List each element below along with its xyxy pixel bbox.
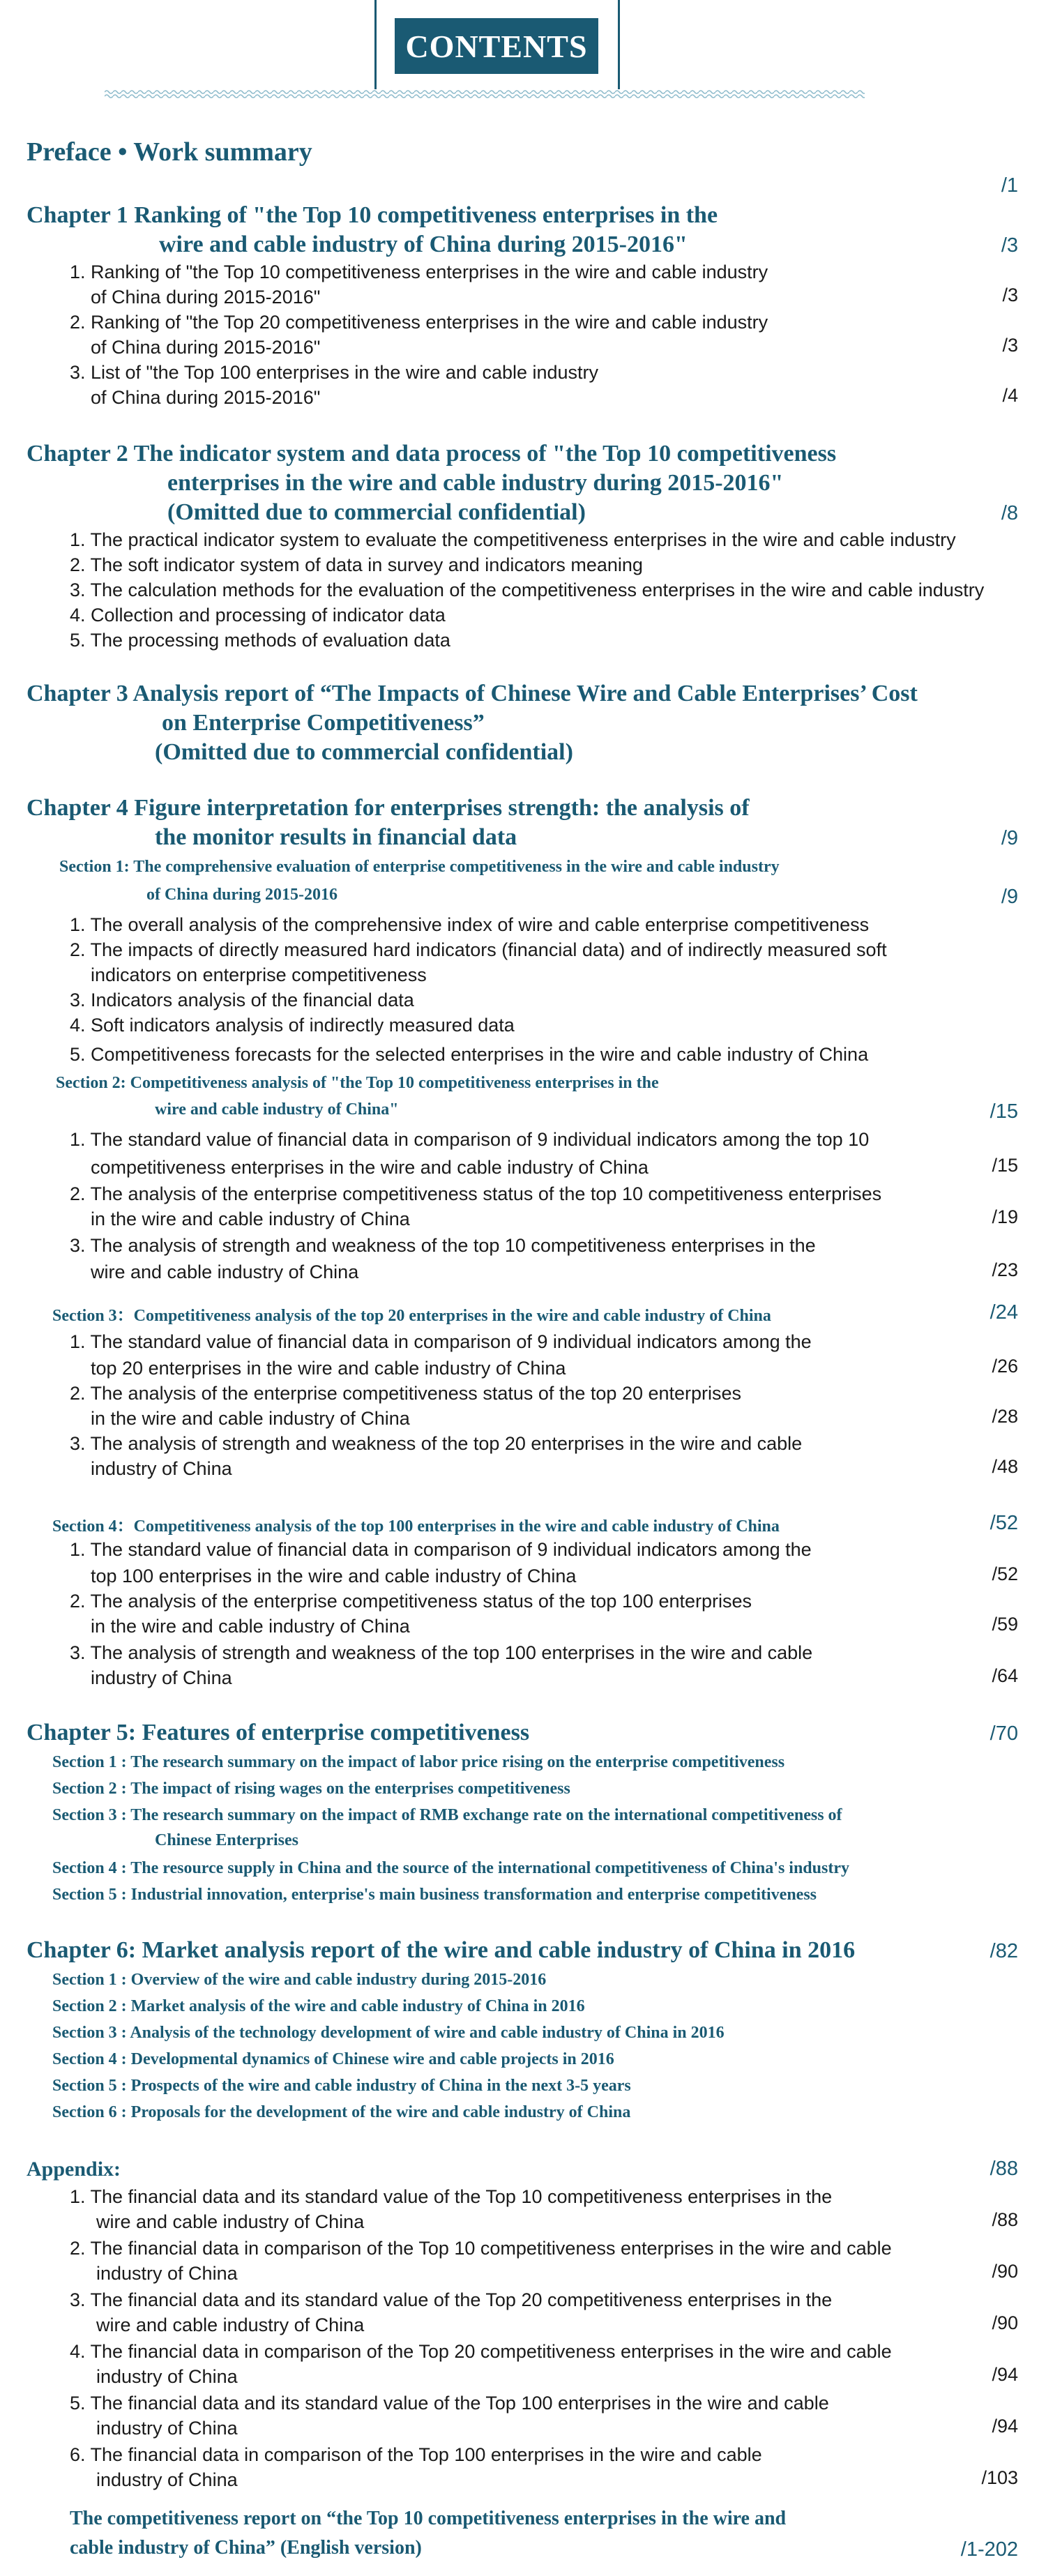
section-3-page: /24: [990, 1301, 1018, 1324]
chapter-2-title-line-3: (Omitted due to commercial confidential): [167, 499, 586, 525]
ch5-section-1: Section 1 : The research summary on the impact of labor price rising on the enterprise competitiveness: [52, 1753, 785, 1771]
item-page: /28: [992, 1406, 1018, 1427]
list-item: 1. The standard value of financial data in comparison of 9 individual indicators among the: [70, 1539, 812, 1560]
list-item: in the wire and cable industry of China: [91, 1408, 410, 1429]
item-page: /94: [992, 2416, 1018, 2437]
ch5-section-5: Section 5 : Industrial innovation, enterprise's main business transformation and enterprise competitiveness: [52, 1886, 817, 1904]
list-item: 6. The financial data in comparison of the Top 100 enterprises in the wire and cable: [70, 2444, 762, 2465]
ch6-section-4: Section 4 : Developmental dynamics of Chinese wire and cable projects in 2016: [52, 2050, 614, 2068]
ch6-section-3: Section 3 : Analysis of the technology development of wire and cable industry of China in 2016: [52, 2024, 725, 2042]
list-item: 1. The overall analysis of the comprehensive index of wire and cable enterprise competitiveness: [70, 914, 870, 935]
list-item: 1. The standard value of financial data in comparison of 9 individual indicators among the top 10: [70, 1129, 870, 1150]
list-item: 3. The analysis of strength and weakness of the top 100 enterprises in the wire and cable: [70, 1642, 813, 1663]
chapter-1-title-line-2: wire and cable industry of China during 2015-2016": [159, 232, 688, 257]
item-page: /52: [992, 1563, 1018, 1584]
chapter-2-title-line-2: enterprises in the wire and cable industry during 2015-2016": [167, 470, 784, 496]
list-item: 5. The financial data and its standard value of the Top 100 enterprises in the wire and cable: [70, 2393, 829, 2414]
preface-page: /1: [1001, 174, 1018, 197]
list-item: 2. The impacts of directly measured hard indicators (financial data) and of indirectly measured soft: [70, 939, 887, 960]
ch5-section-4: Section 4 : The resource supply in China and the source of the international competitiveness of China's industry: [52, 1859, 849, 1877]
ch6-section-1: Section 1 : Overview of the wire and cable industry during 2015-2016: [52, 1971, 547, 1989]
list-item: 2. The soft indicator system of data in survey and indicators meaning: [70, 554, 643, 575]
list-item: 1. The financial data and its standard value of the Top 10 competitiveness enterprises in the: [70, 2186, 833, 2207]
item-page: /59: [992, 1614, 1018, 1635]
ch6-section-6: Section 6 : Proposals for the development of the wire and cable industry of China: [52, 2103, 631, 2121]
list-item: 4. Soft indicators analysis of indirectly measured data: [70, 1015, 515, 1036]
chapter-4-page: /9: [1001, 827, 1018, 849]
list-item: 2. The analysis of the enterprise competitiveness status of the top 100 enterprises: [70, 1591, 752, 1612]
item-page: /19: [992, 1206, 1018, 1227]
list-item: 2. The analysis of the enterprise competitiveness status of the top 20 enterprises: [70, 1383, 742, 1404]
item-page: /48: [992, 1456, 1018, 1477]
list-item: of China during 2015-2016": [91, 387, 321, 408]
list-item: industry of China: [91, 1667, 232, 1688]
list-item: 4. Collection and processing of indicator data: [70, 605, 446, 626]
list-item: 4. The financial data in comparison of the Top 20 competitiveness enterprises in the wire and cable: [70, 2341, 892, 2362]
list-item: top 100 enterprises in the wire and cable industry of China: [91, 1566, 577, 1586]
header-right-rule: [618, 0, 620, 89]
section-4-title: Section 4：Competitiveness analysis of the top 100 enterprises in the wire and cable industry of China: [52, 1517, 780, 1536]
list-item: 1. The standard value of financial data in comparison of 9 individual indicators among the: [70, 1331, 812, 1352]
list-item: 5. Competitiveness forecasts for the selected enterprises in the wire and cable industry of China: [70, 1044, 869, 1065]
list-item: indicators on enterprise competitiveness: [91, 964, 427, 985]
section-1-title-line-1: Section 1: The comprehensive evaluation of enterprise competitiveness in the wire and cable industry: [59, 858, 780, 876]
item-page: /94: [992, 2364, 1018, 2385]
item-page: /23: [992, 1259, 1018, 1280]
preface-heading: Preface • Work summary: [26, 137, 312, 167]
report-title-line-1: The competitiveness report on “the Top 10 competitiveness enterprises in the wire and: [70, 2508, 787, 2529]
item-page: /103: [981, 2467, 1018, 2488]
list-item: 1. The practical indicator system to evaluate the competitiveness enterprises in the wire and cable industry: [70, 529, 956, 550]
ch5-section-2: Section 2 : The impact of rising wages on the enterprises competitiveness: [52, 1780, 570, 1798]
chapter-4-title-line-2: the monitor results in financial data: [155, 824, 517, 850]
list-item: of China during 2015-2016": [91, 337, 321, 358]
report-page: /1-202: [960, 2538, 1018, 2561]
report-title-line-2: cable industry of China” (English version): [70, 2537, 422, 2559]
list-item: 3. The analysis of strength and weakness of the top 20 enterprises in the wire and cable: [70, 1433, 803, 1454]
list-item: 3. The financial data and its standard value of the Top 20 competitiveness enterprises in the: [70, 2289, 833, 2310]
decorative-wave-divider: [105, 89, 865, 99]
chapter-1-title-line-1: Chapter 1 Ranking of "the Top 10 competitiveness enterprises in the: [26, 202, 718, 228]
chapter-4-title-line-1: Chapter 4 Figure interpretation for enterprises strength: the analysis of: [26, 795, 750, 821]
chapter-3-title-line-2: on Enterprise Competitiveness”: [162, 710, 485, 736]
ch5-section-3: Section 3 : The research summary on the impact of RMB exchange rate on the international competitiveness of: [52, 1806, 842, 1824]
list-item: 3. List of "the Top 100 enterprises in the wire and cable industry: [70, 362, 599, 383]
item-page: /88: [992, 2209, 1018, 2230]
item-page: /26: [992, 1356, 1018, 1377]
list-item: wire and cable industry of China: [96, 2314, 365, 2335]
item-page: /15: [992, 1155, 1018, 1176]
list-item: 1. Ranking of "the Top 10 competitiveness enterprises in the wire and cable industry: [70, 262, 768, 282]
appendix-page: /88: [990, 2158, 1018, 2180]
header-left-rule: [374, 0, 377, 89]
list-item: of China during 2015-2016": [91, 287, 321, 308]
item-page: /90: [992, 2312, 1018, 2333]
section-4-page: /52: [990, 1512, 1018, 1534]
chapter-3-title-line-1: Chapter 3 Analysis report of “The Impacts of Chinese Wire and Cable Enterprises’ Cost: [26, 681, 918, 706]
item-page: /64: [992, 1665, 1018, 1686]
list-item: 2. The financial data in comparison of the Top 10 competitiveness enterprises in the wire and cable: [70, 2238, 892, 2259]
section-1-page: /9: [1001, 886, 1018, 908]
list-item: industry of China: [96, 2263, 238, 2284]
list-item: 3. The analysis of strength and weakness of the top 10 competitiveness enterprises in the: [70, 1235, 816, 1256]
item-page: /4: [1002, 385, 1018, 406]
list-item: wire and cable industry of China: [91, 1262, 359, 1282]
list-item: industry of China: [96, 2418, 238, 2439]
section-2-title-line-2: wire and cable industry of China": [155, 1100, 399, 1119]
list-item: 5. The processing methods of evaluation data: [70, 630, 450, 651]
item-page: /3: [1002, 335, 1018, 356]
section-3-title: Section 3：Competitiveness analysis of the top 20 enterprises in the wire and cable industry of China: [52, 1307, 771, 1325]
section-2-page: /15: [990, 1100, 1018, 1123]
list-item: wire and cable industry of China: [96, 2211, 365, 2232]
list-item: 3. The calculation methods for the evaluation of the competitiveness enterprises in the wire and cable industry: [70, 579, 985, 600]
chapter-2-title-line-1: Chapter 2 The indicator system and data process of "the Top 10 competitiveness: [26, 441, 837, 467]
section-1-title-line-2: of China during 2015-2016: [146, 886, 338, 904]
chapter-3-title-line-3: (Omitted due to commercial confidential): [155, 739, 573, 765]
list-item: top 20 enterprises in the wire and cable industry of China: [91, 1358, 566, 1379]
list-item: competitiveness enterprises in the wire and cable industry of China: [91, 1157, 649, 1178]
ch6-section-2: Section 2 : Market analysis of the wire and cable industry of China in 2016: [52, 1997, 585, 2015]
list-item: in the wire and cable industry of China: [91, 1616, 410, 1637]
chapter-6-title: Chapter 6: Market analysis report of the wire and cable industry of China in 2016: [26, 1937, 856, 1963]
section-2-title-line-1: Section 2: Competitiveness analysis of "the Top 10 competitiveness enterprises in the: [56, 1074, 659, 1092]
ch6-section-5: Section 5 : Prospects of the wire and cable industry of China in the next 3-5 years: [52, 2077, 631, 2095]
contents-title: CONTENTS: [395, 18, 598, 74]
list-item: 3. Indicators analysis of the financial data: [70, 990, 414, 1010]
list-item: 2. The analysis of the enterprise competitiveness status of the top 10 competitiveness enterprises: [70, 1183, 882, 1204]
list-item: in the wire and cable industry of China: [91, 1209, 410, 1229]
item-page: /3: [1002, 285, 1018, 305]
list-item: industry of China: [96, 2469, 238, 2490]
list-item: 2. Ranking of "the Top 20 competitiveness enterprises in the wire and cable industry: [70, 312, 768, 333]
chapter-6-page: /82: [990, 1940, 1018, 1962]
chapter-2-page: /8: [1001, 502, 1018, 524]
item-page: /90: [992, 2261, 1018, 2282]
chapter-5-page: /70: [990, 1722, 1018, 1745]
ch5-section-3-cont: Chinese Enterprises: [155, 1831, 298, 1849]
list-item: industry of China: [91, 1458, 232, 1479]
chapter-1-page: /3: [1001, 234, 1018, 257]
appendix-title: Appendix:: [26, 2158, 121, 2181]
list-item: industry of China: [96, 2366, 238, 2387]
chapter-5-title: Chapter 5: Features of enterprise competitiveness: [26, 1720, 530, 1745]
